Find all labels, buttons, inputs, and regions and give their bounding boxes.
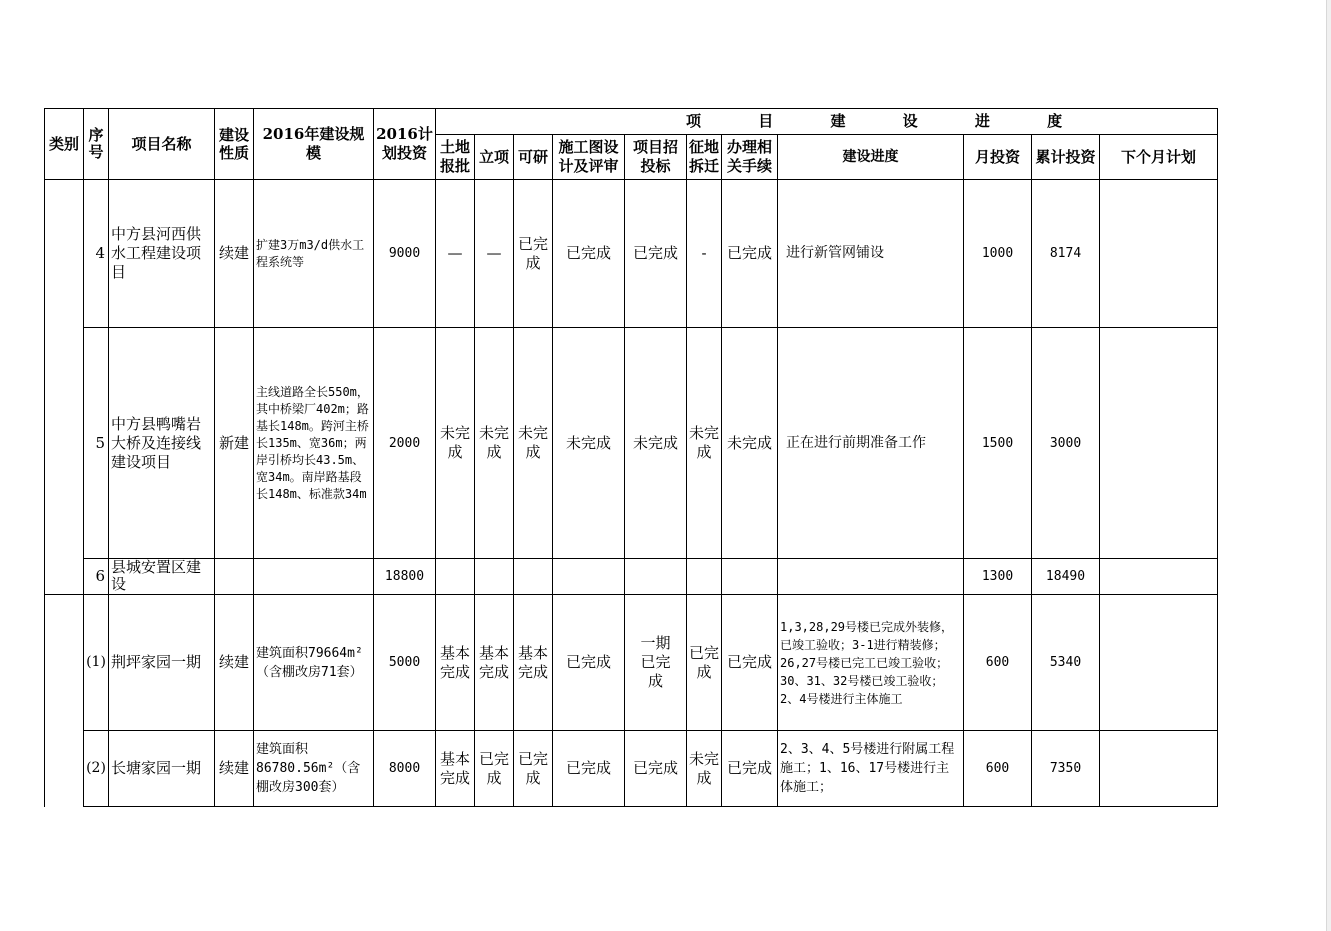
table-row	[45, 180, 1218, 328]
scale-cell: 主线道路全长550m，其中桥梁厂402m；路基长148m。跨河主桥长135m、宽36m；两岸引桥均长43.5m、宽34m。南岸路基段长148m、标准款34m	[254, 328, 374, 559]
name-cell: 长塘家园一期	[109, 731, 215, 807]
name-cell: 县城安置区建设	[109, 559, 215, 595]
drawing-cell: 已完成	[553, 595, 625, 731]
monthly-cell: 600	[964, 595, 1032, 731]
approval-cell: 基本完成	[475, 595, 514, 731]
scale-cell: 建筑面积86780.56m²（含棚改房300套）	[254, 731, 374, 807]
header-feasibility: 可研	[514, 135, 553, 180]
seq-cell: 6	[84, 559, 109, 595]
table-row	[45, 328, 1218, 559]
procedures-cell: 已完成	[722, 180, 778, 328]
nature-cell	[215, 559, 254, 595]
header-plan-invest: 2016计划投资	[374, 109, 436, 180]
table-row	[45, 559, 1218, 595]
demolition-cell: 已完成	[687, 595, 722, 731]
monthly-cell: 1300	[964, 559, 1032, 595]
land-cell: —	[436, 180, 475, 328]
cumulative-cell: 8174	[1032, 180, 1100, 328]
header-approval: 立项	[475, 135, 514, 180]
plan-cell: 9000	[374, 180, 436, 328]
bidding-cell: 已完成	[625, 180, 687, 328]
feasibility-cell: 已完成	[514, 180, 553, 328]
seq-cell: 5	[84, 328, 109, 559]
header-seq: 序号	[84, 109, 109, 180]
progress-cell	[778, 559, 964, 595]
procedures-cell: 已完成	[722, 595, 778, 731]
bidding-cell: 未完成	[625, 328, 687, 559]
project-progress-table	[44, 108, 1218, 807]
demolition-cell: -	[687, 180, 722, 328]
scale-cell	[254, 559, 374, 595]
nature-cell: 续建	[215, 180, 254, 328]
plan-cell: 8000	[374, 731, 436, 807]
plan-cell: 2000	[374, 328, 436, 559]
scale-cell: 建筑面积79664m²（含棚改房71套）	[254, 595, 374, 731]
name-cell: 中方县鸭嘴岩大桥及连接线建设项目	[109, 328, 215, 559]
demolition-cell: 未完成	[687, 328, 722, 559]
procedures-cell	[722, 559, 778, 595]
land-cell: 基本完成	[436, 731, 475, 807]
procedures-cell: 已完成	[722, 731, 778, 807]
header-name: 项目名称	[109, 109, 215, 180]
header-nature: 建设性质	[215, 109, 254, 180]
header-cumulative: 累计投资	[1032, 135, 1100, 180]
nature-cell: 新建	[215, 328, 254, 559]
approval-cell: 已完成	[475, 731, 514, 807]
cumulative-cell: 18490	[1032, 559, 1100, 595]
plan-cell: 18800	[374, 559, 436, 595]
approval-cell	[475, 559, 514, 595]
monthly-cell: 1500	[964, 328, 1032, 559]
category-cell	[45, 595, 84, 807]
next-plan-cell	[1100, 731, 1218, 807]
procedures-cell: 未完成	[722, 328, 778, 559]
cumulative-cell: 5340	[1032, 595, 1100, 731]
land-cell	[436, 559, 475, 595]
scale-cell: 扩建3万m3/d供水工程系统等	[254, 180, 374, 328]
monthly-cell: 1000	[964, 180, 1032, 328]
table-row	[45, 731, 1218, 807]
approval-cell: —	[475, 180, 514, 328]
vertical-scrollbar[interactable]	[1326, 0, 1331, 931]
next-plan-cell	[1100, 180, 1218, 328]
table-row	[45, 595, 1218, 731]
header-drawing: 施工图设计及评审	[553, 135, 625, 180]
name-cell: 荆坪家园一期	[109, 595, 215, 731]
nature-cell: 续建	[215, 731, 254, 807]
name-cell: 中方县河西供水工程建设项目	[109, 180, 215, 328]
header-scale: 2016年建设规模	[254, 109, 374, 180]
header-monthly: 月投资	[964, 135, 1032, 180]
feasibility-cell	[514, 559, 553, 595]
cumulative-cell: 7350	[1032, 731, 1100, 807]
progress-cell: 进行新管网铺设	[778, 180, 964, 328]
plan-cell: 5000	[374, 595, 436, 731]
next-plan-cell	[1100, 595, 1218, 731]
header-procedures: 办理相关手续	[722, 135, 778, 180]
drawing-cell: 已完成	[553, 731, 625, 807]
demolition-cell	[687, 559, 722, 595]
header-next-plan: 下个月计划	[1100, 135, 1218, 180]
progress-cell: 2、3、4、5号楼进行附属工程施工；1、16、17号楼进行主体施工；	[778, 731, 964, 807]
feasibility-cell: 基本完成	[514, 595, 553, 731]
drawing-cell: 未完成	[553, 328, 625, 559]
demolition-cell: 未完成	[687, 731, 722, 807]
header-land: 土地报批	[436, 135, 475, 180]
header-progress-group: 项 目 建 设 进 度	[436, 109, 1218, 135]
bidding-cell: 已完成	[625, 731, 687, 807]
next-plan-cell	[1100, 559, 1218, 595]
category-cell	[45, 180, 84, 595]
seq-cell: 4	[84, 180, 109, 328]
header-demolition: 征地拆迁	[687, 135, 722, 180]
monthly-cell: 600	[964, 731, 1032, 807]
land-cell: 基本完成	[436, 595, 475, 731]
seq-cell: (2)	[84, 731, 109, 807]
cumulative-cell: 3000	[1032, 328, 1100, 559]
header-construction: 建设进度	[778, 135, 964, 180]
header-category: 类别	[45, 109, 84, 180]
bidding-cell: 一期已完成	[625, 595, 687, 731]
seq-cell: (1)	[84, 595, 109, 731]
next-plan-cell	[1100, 328, 1218, 559]
progress-cell: 正在进行前期准备工作	[778, 328, 964, 559]
drawing-cell	[553, 559, 625, 595]
land-cell: 未完成	[436, 328, 475, 559]
progress-cell: 1,3,28,29号楼已完成外装修，已竣工验收；3-1进行精装修；26,27号楼已完工已竣工验收；30、31、32号楼已竣工验收；2、4号楼进行主体施工	[778, 595, 964, 731]
approval-cell: 未完成	[475, 328, 514, 559]
nature-cell: 续建	[215, 595, 254, 731]
drawing-cell: 已完成	[553, 180, 625, 328]
feasibility-cell: 未完成	[514, 328, 553, 559]
feasibility-cell: 已完成	[514, 731, 553, 807]
header-bidding: 项目招投标	[625, 135, 687, 180]
bidding-cell	[625, 559, 687, 595]
